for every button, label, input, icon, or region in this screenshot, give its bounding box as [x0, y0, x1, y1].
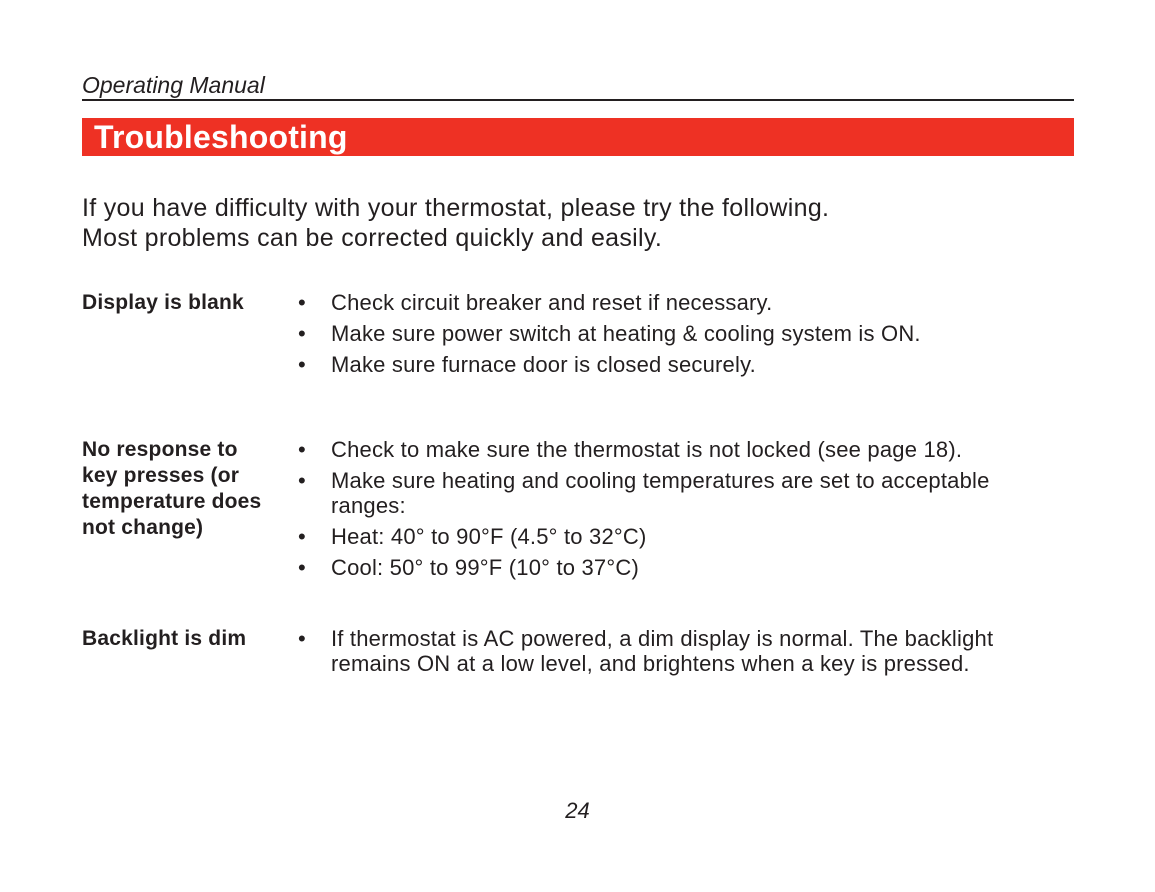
list-item [298, 626, 1018, 676]
list-item [298, 524, 1048, 549]
bullet-icon: • [298, 352, 306, 377]
list-item-text: Check circuit breaker and reset if necessary. [331, 290, 773, 315]
bullet-icon: • [298, 321, 306, 346]
intro-line-1: If you have difficulty with your thermostat, please try the following. [82, 194, 830, 222]
bullet-icon: • [298, 555, 306, 580]
section-bullet-list [298, 437, 1048, 586]
list-item [298, 437, 1048, 462]
bullet-icon: • [298, 290, 306, 315]
page-number: 24 [565, 798, 590, 823]
list-item [298, 321, 1048, 346]
list-item-text: Cool: 50° to 99°F (10° to 37°C) [331, 555, 639, 580]
bullet-icon: • [298, 468, 306, 493]
intro-paragraph [82, 193, 1072, 253]
intro-line-2: Most problems can be corrected quickly and easily. [82, 224, 663, 252]
list-item [298, 468, 1048, 518]
section-label: Backlight is dim [82, 627, 247, 650]
running-header: Operating Manual [82, 72, 265, 98]
header-rule [82, 99, 1074, 101]
list-item-text: Make sure power switch at heating & cooling system is ON. [331, 321, 921, 346]
section-label: No response to key presses (or temperature does not change) [82, 438, 262, 539]
bullet-icon: • [298, 437, 306, 462]
section-label: Display is blank [82, 291, 244, 314]
list-item [298, 290, 1048, 315]
list-item-text: Make sure furnace door is closed securely. [331, 352, 756, 377]
title-bar [82, 118, 1074, 156]
list-item [298, 555, 1048, 580]
page-title: Troubleshooting [94, 119, 348, 155]
section-bullet-list [298, 626, 1018, 682]
list-item-text: Heat: 40° to 90°F (4.5° to 32°C) [331, 524, 647, 549]
section-bullet-list [298, 290, 1048, 383]
bullet-icon: • [298, 524, 306, 549]
list-item-text: Check to make sure the thermostat is not locked (see page 18). [331, 437, 963, 462]
list-item-text: If thermostat is AC powered, a dim display is normal. The backlight remains ON at a low level, and brightens when a key is pressed. [331, 626, 994, 676]
list-item-text: Make sure heating and cooling temperatures are set to acceptable ranges: [331, 468, 990, 518]
list-item [298, 352, 1048, 377]
bullet-icon: • [298, 626, 306, 651]
